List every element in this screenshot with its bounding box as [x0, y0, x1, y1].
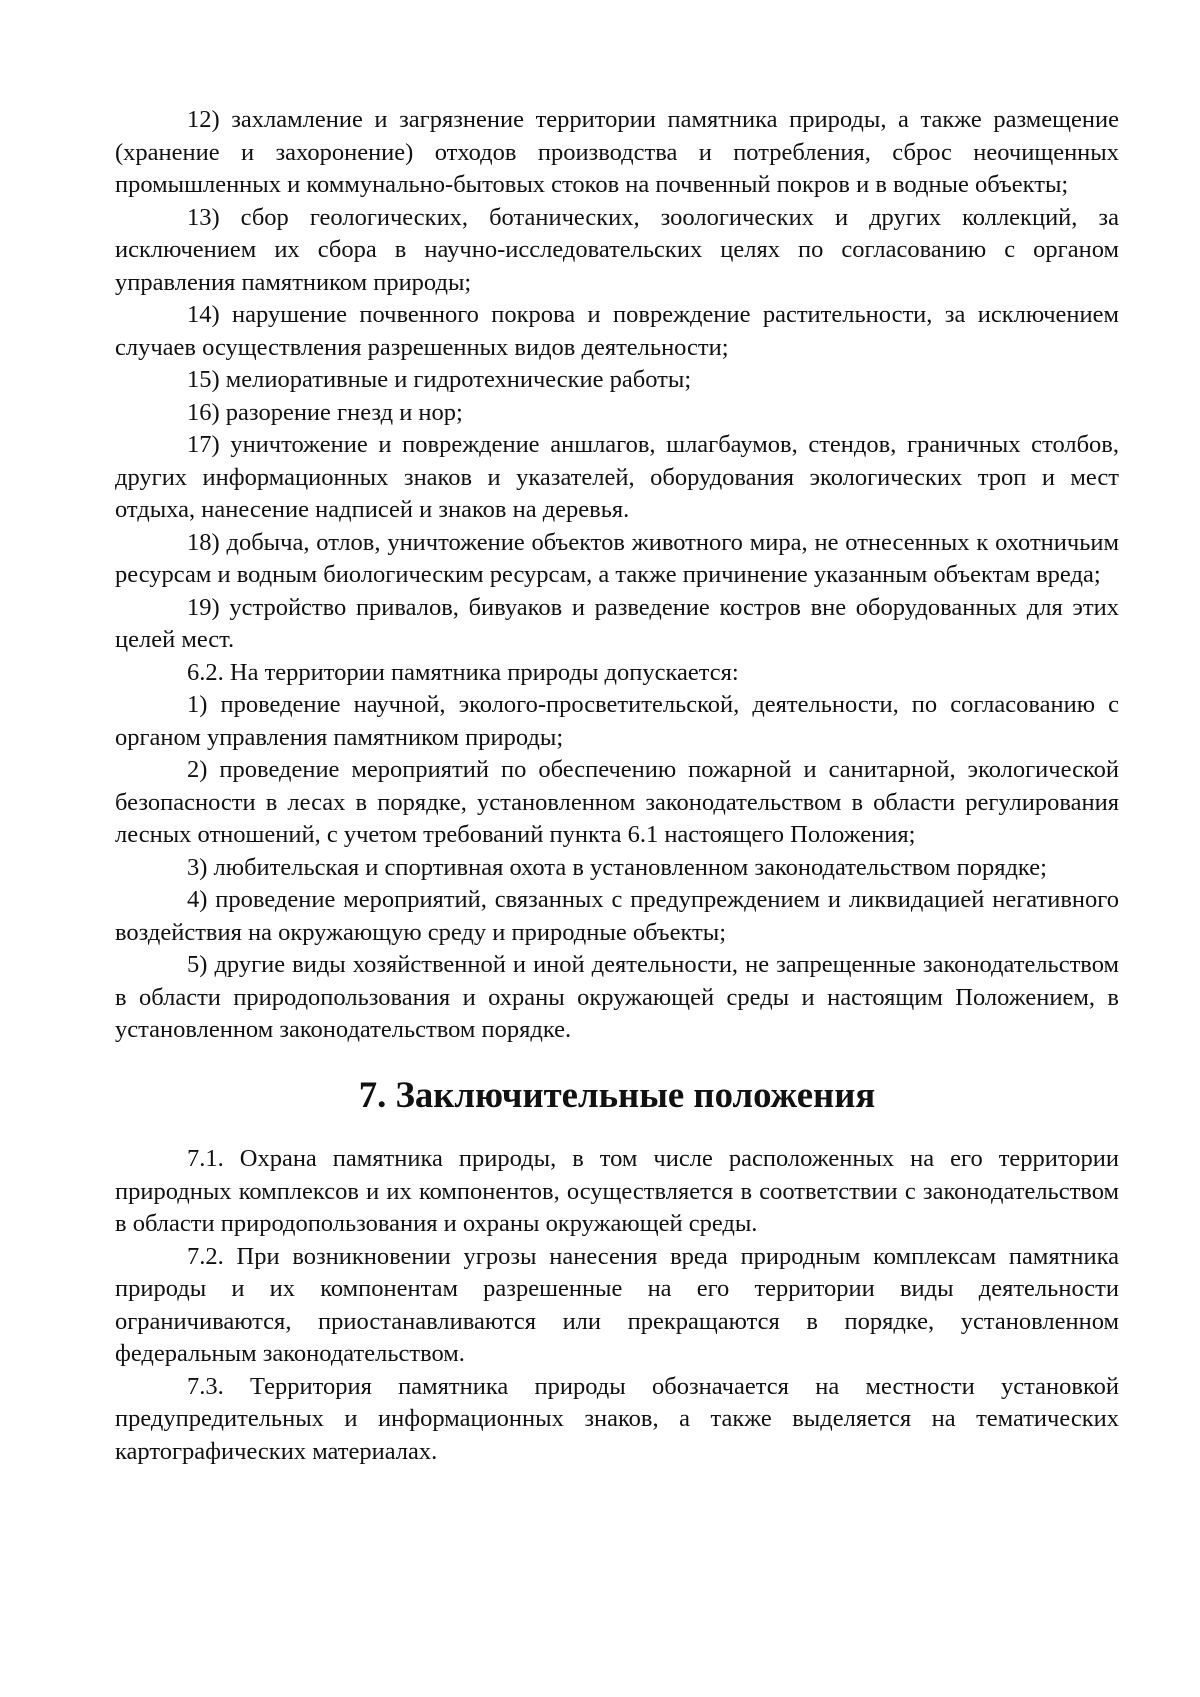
paragraph-item-18: 18) добыча, отлов, уничтожение объектов животного мира, не отнесенных к охотничьим ресурсам и водным биологическим ресурсам, а также причинение указанным объектам вреда; [115, 528, 1119, 588]
paragraph-6-2: 6.2. На территории памятника природы допускается: [187, 658, 739, 686]
paragraph-allowed-3: 3) любительская и спортивная охота в установленном законодательством порядке; [187, 853, 1047, 881]
paragraph-item-12: 12) захламление и загрязнение территории памятника природы, а также размещение (хранение и захоронение) отходов производства и потребления, сброс неочищенных промышленных и коммунально-бытовых стоков на почвенный покров и в водные объекты; [115, 106, 1119, 198]
paragraph-7-1: 7.1. Охрана памятника природы, в том числе расположенных на его территории природных комплексов и их компонентов, осуществляется в соответствии с законодательством в области природопользования и охраны окружающей среды. [115, 1145, 1119, 1237]
paragraph-item-14: 14) нарушение почвенного покрова и повреждение растительности, за исключением случаев осуществления разрешенных видов деятельности; [115, 301, 1119, 361]
paragraph-allowed-1: 1) проведение научной, эколого-просветительской, деятельности, по согласованию с органом управления памятником природы; [115, 691, 1119, 751]
document-page [115, 104, 1119, 1468]
paragraph-item-13: 13) сбор геологических, ботанических, зоологических и других коллекций, за исключением их сбора в научно-исследовательских целях по согласованию с органом управления памятником природы; [115, 203, 1119, 296]
paragraph-item-19: 19) устройство привалов, бивуаков и разведение костров вне оборудованных для этих целей мест. [115, 593, 1119, 653]
paragraph-7-3: 7.3. Территория памятника природы обозначается на местности установкой предупредительных и информационных знаков, а также выделяется на тематических картографических материалах. [115, 1372, 1119, 1465]
paragraph-item-17: 17) уничтожение и повреждение аншлагов, шлагбаумов, стендов, граничных столбов, других информационных знаков и указателей, оборудования экологических троп и мест отдыха, нанесение надписей и знаков на деревья. [115, 431, 1119, 523]
paragraph-7-2: 7.2. При возникновении угрозы нанесения вреда природным комплексам памятника природы и их компонентам разрешенные на его территории виды деятельности ограничиваются, приостанавливаются или прекращаются в порядке, установленном федеральным законодательством. [115, 1242, 1119, 1367]
section-7-heading: 7. Заключительные положения [358, 1073, 876, 1115]
paragraph-item-15: 15) мелиоративные и гидротехнические работы; [187, 366, 692, 393]
paragraph-allowed-5: 5) другие виды хозяйственной и иной деятельности, не запрещенные законодательством в области природопользования и охраны окружающей среды и настоящим Положением, в установленном законодательством порядке. [115, 951, 1119, 1043]
paragraph-allowed-2: 2) проведение мероприятий по обеспечению пожарной и санитарной, экологической безопасности в лесах в порядке, установленном законодательством в области регулирования лесных отношений, с учетом требований пункта 6.1 настоящего Положения; [115, 756, 1119, 848]
paragraph-allowed-4: 4) проведение мероприятий, связанных с предупреждением и ликвидацией негативного воздействия на окружающую среду и природные объекты; [115, 886, 1119, 946]
paragraph-item-16: 16) разорение гнезд и нор; [187, 398, 463, 426]
